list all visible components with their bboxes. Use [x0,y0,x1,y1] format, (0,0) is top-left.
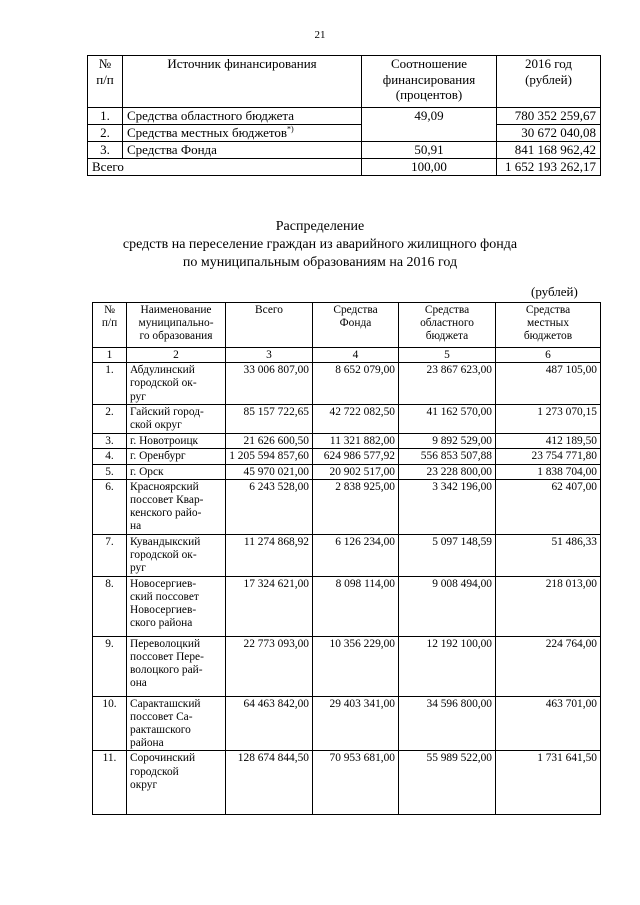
table-row [93,449,601,464]
fund-amount: 29 403 341,00 [313,696,399,751]
column-index-row [93,348,601,363]
source-name: Средства областного бюджета [123,108,362,125]
fund-amount: 70 953 681,00 [313,751,399,815]
municipality-name: Абдулинский городской ок- руг [127,363,226,405]
total-amount: 33 006 807,00 [226,363,313,405]
local-amount: 1 273 070,15 [496,405,601,434]
fund-amount: 624 986 577,92 [313,449,399,464]
row-number: 3. [93,434,127,449]
regional-amount: 55 989 522,00 [399,751,496,815]
fund-amount: 42 722 082,50 [313,405,399,434]
total-amount: 1 652 193 262,17 [497,159,601,176]
fund-amount: 6 126 234,00 [313,534,399,576]
total-amount: 6 243 528,00 [226,479,313,534]
local-amount: 224 764,00 [496,636,601,696]
regional-amount: 9 892 529,00 [399,434,496,449]
header-cell: Средства областного бюджета [399,303,496,348]
footnote-mark: *) [287,124,294,134]
heading-line: Распределение [275,219,365,234]
table-row [93,464,601,479]
local-amount: 412 189,50 [496,434,601,449]
row-number: 6. [93,479,127,534]
local-amount: 487 105,00 [496,363,601,405]
source-name: Средства местных бюджетов [127,125,288,140]
regional-amount: 3 342 196,00 [399,479,496,534]
regional-amount: 9 008 494,00 [399,576,496,636]
column-index: 2 [127,348,226,363]
table-header-row [93,303,601,348]
column-index: 4 [313,348,399,363]
fund-amount: 10 356 229,00 [313,636,399,696]
total-amount: 85 157 722,65 [226,405,313,434]
total-amount: 1 205 594 857,60 [226,449,313,464]
header-cell: Средства местных бюджетов [496,303,601,348]
amount-cell: 30 672 040,08 [497,125,601,142]
local-amount: 62 407,00 [496,479,601,534]
row-number: 2. [88,125,123,142]
total-amount: 11 274 868,92 [226,534,313,576]
table-row [88,142,601,159]
table-row [93,696,601,751]
ratio-cell: 50,91 [362,142,497,159]
municipality-name: Гайский город- ской округ [127,405,226,434]
row-number: 2. [93,405,127,434]
page-number: 21 [314,29,326,41]
header-cell: № п/п [93,303,127,348]
municipality-name: Саракташский поссовет Са- ракташского района [127,696,226,751]
fund-amount: 11 321 882,00 [313,434,399,449]
column-index: 3 [226,348,313,363]
local-amount: 23 754 771,80 [496,449,601,464]
total-amount: 128 674 844,50 [226,751,313,815]
local-amount: 51 486,33 [496,534,601,576]
total-label: Всего [88,159,362,176]
local-amount: 463 701,00 [496,696,601,751]
table-body [93,363,601,815]
table-row [93,534,601,576]
regional-amount: 23 228 800,00 [399,464,496,479]
heading-line: по муниципальным образованиям на 2016 год [182,255,458,270]
row-number: 1. [93,363,127,405]
row-number: 4. [93,449,127,464]
row-number: 3. [88,142,123,159]
fund-amount: 20 902 517,00 [313,464,399,479]
municipality-name: Переволоцкий поссовет Пере- волоцкого рай- она [127,636,226,696]
regional-amount: 5 097 148,59 [399,534,496,576]
table-row [88,125,601,142]
header-cell: Источник финансирования [123,56,362,108]
column-index: 5 [399,348,496,363]
municipality-name: г. Оренбург [127,449,226,464]
section-heading [0,218,640,272]
total-amount: 64 463 842,00 [226,696,313,751]
source-name-cell [123,125,362,142]
table-row [88,108,601,125]
municipality-name: Сорочинский городской округ [127,751,226,815]
municipality-name: Красноярский поссовет Квар- кенского райо- на [127,479,226,534]
unit-label: (рублей) [531,284,578,299]
row-number: 5. [93,464,127,479]
ratio-cell: 49,09 [362,108,497,142]
total-ratio: 100,00 [362,159,497,176]
regional-amount: 556 853 507,88 [399,449,496,464]
fund-amount: 8 652 079,00 [313,363,399,405]
table-row [93,479,601,534]
header-cell: Средства Фонда [313,303,399,348]
table-row [93,576,601,636]
header-cell: 2016 год (рублей) [497,56,601,108]
regional-amount: 23 867 623,00 [399,363,496,405]
fund-amount: 8 098 114,00 [313,576,399,636]
total-row [88,159,601,176]
header-cell: № п/п [88,56,123,108]
total-amount: 22 773 093,00 [226,636,313,696]
amount-cell: 780 352 259,67 [497,108,601,125]
local-amount: 1 838 704,00 [496,464,601,479]
total-amount: 21 626 600,50 [226,434,313,449]
municipality-name: г. Орск [127,464,226,479]
table-row [93,434,601,449]
header-cell: Наименование муниципально- го образования [127,303,226,348]
column-index: 6 [496,348,601,363]
row-number: 10. [93,696,127,751]
table-row [93,636,601,696]
table-row [93,751,601,815]
total-amount: 45 970 021,00 [226,464,313,479]
table-row [93,363,601,405]
row-number: 1. [88,108,123,125]
financing-sources-table [87,55,601,176]
municipality-name: г. Новотроицк [127,434,226,449]
total-amount: 17 324 621,00 [226,576,313,636]
row-number: 7. [93,534,127,576]
municipality-name: Кувандыкский городской ок- руг [127,534,226,576]
row-number: 8. [93,576,127,636]
local-amount: 218 013,00 [496,576,601,636]
regional-amount: 12 192 100,00 [399,636,496,696]
table-row [93,405,601,434]
row-number: 9. [93,636,127,696]
amount-cell: 841 168 962,42 [497,142,601,159]
table-header-row [88,56,601,108]
municipal-distribution-table [92,302,601,815]
row-number: 11. [93,751,127,815]
local-amount: 1 731 641,50 [496,751,601,815]
regional-amount: 34 596 800,00 [399,696,496,751]
regional-amount: 41 162 570,00 [399,405,496,434]
header-cell: Соотношение финансирования (процентов) [362,56,497,108]
fund-amount: 2 838 925,00 [313,479,399,534]
heading-line: средств на переселение граждан из аварийного жилищного фонда [122,237,518,252]
source-name: Средства Фонда [123,142,362,159]
column-index: 1 [93,348,127,363]
header-cell: Всего [226,303,313,348]
municipality-name: Новосергиев- ский поссовет Новосергиев- ского района [127,576,226,636]
